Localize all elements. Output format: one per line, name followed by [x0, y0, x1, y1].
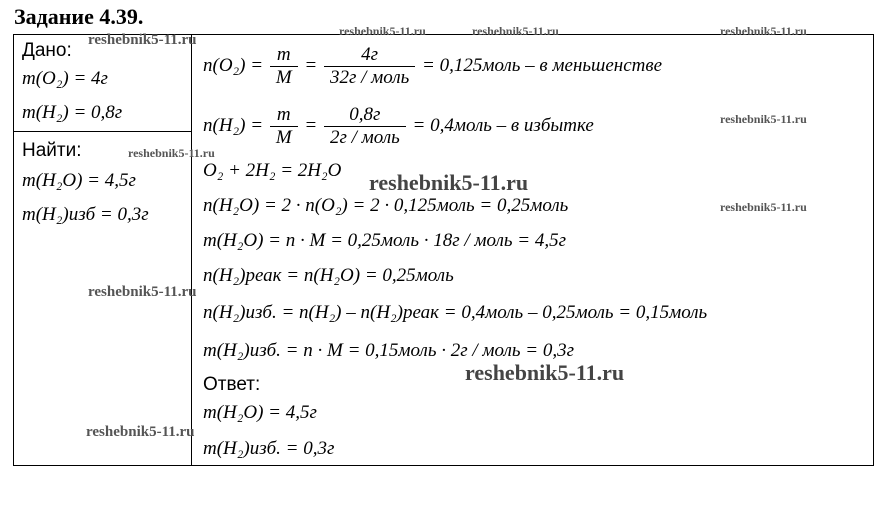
watermark: reshebnik5-11.ru: [88, 284, 197, 300]
answer-label: Ответ:: [203, 374, 261, 395]
watermark: reshebnik5-11.ru: [465, 360, 625, 385]
column-divider: [191, 34, 192, 466]
given-line-2: m(H₂) = 0,8г: [22, 102, 123, 123]
fraction-m-over-M-2: $\frac{m}{M}$: [270, 104, 298, 149]
watermark: reshebnik5-11.ru: [369, 170, 529, 195]
equation-3-reaction: O₂ + 2H₂ = 2H₂O: [203, 160, 342, 181]
equation-2-lhs: n(H₂) =: [203, 114, 264, 136]
equation-8: m(H₂)изб. = n · M = 0,15моль · 2г / моль = 0,3г: [203, 340, 574, 361]
find-line-1: m(H₂O) = 4,5г: [22, 170, 136, 191]
watermark: reshebnik5-11.ru: [720, 24, 807, 38]
equation-1-lhs: n(O₂) =: [203, 54, 264, 76]
task-title: Задание 4.39.: [14, 4, 144, 29]
given-line-1: m(O₂) = 4г: [22, 68, 108, 89]
given-find-divider: [13, 131, 191, 132]
answer-line-1: m(H₂O) = 4,5г: [203, 402, 317, 423]
watermark: reshebnik5-11.ru: [128, 146, 215, 160]
fraction-mass-over-molar-2: $\frac{0,8г}{\text{2г / моль}}$: [324, 104, 406, 149]
equation-4: n(H₂O) = 2 · n(O₂) = 2 · 0,125моль = 0,25моль: [203, 195, 569, 216]
given-label: Дано:: [22, 40, 72, 61]
watermark: reshebnik5-11.ru: [339, 24, 426, 38]
watermark: reshebnik5-11.ru: [720, 200, 807, 214]
equation-5: m(H₂O) = n · M = 0,25моль · 18г / моль = 4,5г: [203, 230, 566, 251]
equation-6: n(H₂)реак = n(H₂O) = 0,25моль: [203, 265, 454, 286]
equation-1-rhs: = 0,125моль – в меньшенстве: [422, 54, 663, 76]
answer-line-2: m(H₂)изб. = 0,3г: [203, 438, 335, 459]
watermark: reshebnik5-11.ru: [472, 24, 559, 38]
fraction-mass-over-molar: $\frac{4г}{\text{32г / моль}}$: [324, 44, 415, 89]
find-label: Найти:: [22, 140, 82, 161]
watermark: reshebnik5-11.ru: [88, 32, 197, 48]
fraction-m-over-M: $\frac{m}{M}$: [270, 44, 298, 89]
equation-2-rhs: = 0,4моль – в избытке: [412, 114, 594, 136]
find-line-2: m(H₂)изб = 0,3г: [22, 204, 149, 225]
watermark: reshebnik5-11.ru: [720, 112, 807, 126]
equation-2: n(H₂) = $\frac{m}{M}$ = $\frac{0,8г}{\text{2г / моль}}$ = 0,4моль – в избытке: [203, 104, 594, 148]
watermark: reshebnik5-11.ru: [86, 424, 195, 440]
equation-1: n(O₂) = $\frac{m}{M}$ = $\frac{4г}{\text{32г / моль}}$ = 0,125моль – в меньшенстве: [203, 44, 663, 88]
equation-7: n(H₂)изб. = n(H₂) – n(H₂)реак = 0,4моль – 0,25моль = 0,15моль: [203, 302, 708, 323]
